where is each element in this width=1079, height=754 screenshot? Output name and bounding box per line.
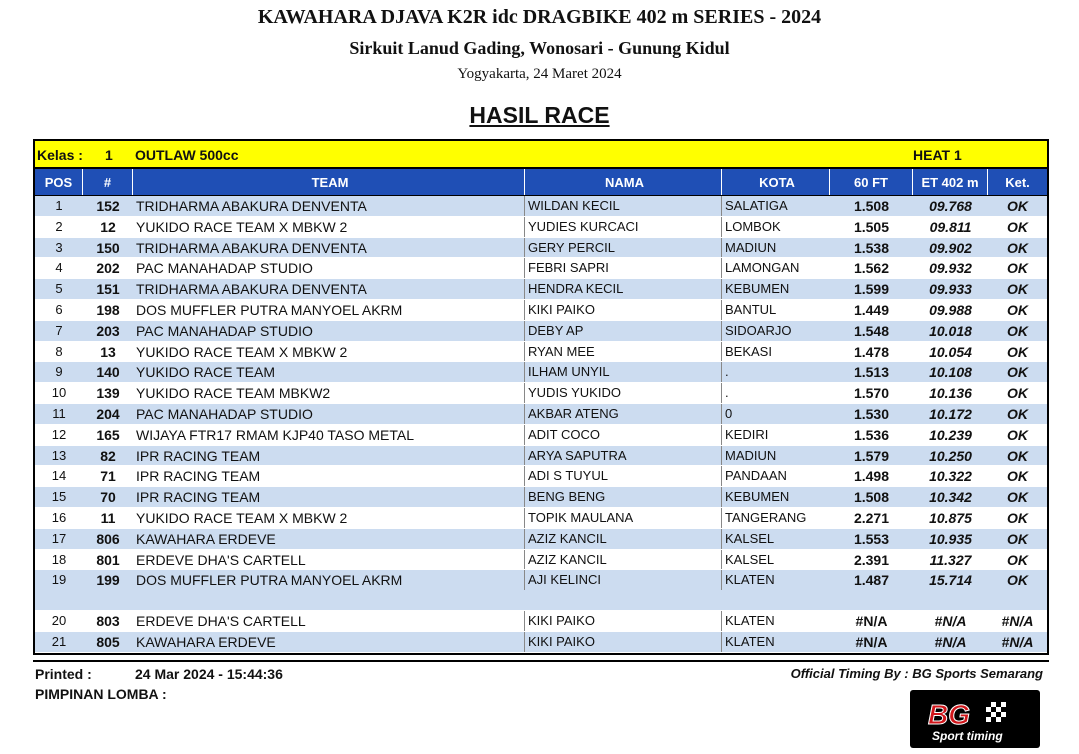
- row-kota: KLATEN: [725, 613, 775, 629]
- row-nama: ADIT COCO: [525, 425, 722, 445]
- table-row: [35, 632, 1047, 653]
- row-nama: BENG BENG: [525, 487, 722, 507]
- table-row: [35, 570, 1047, 611]
- row-60ft: 1.478: [853, 343, 890, 360]
- row-et: 10.108: [929, 364, 972, 381]
- row-60ft: 1.508: [853, 198, 890, 214]
- row-ket: OK: [1007, 322, 1028, 339]
- row-pos: 5: [55, 281, 63, 297]
- row-et: 10.250: [929, 447, 972, 464]
- row-nama: YUDIS YUKIDO: [525, 383, 722, 403]
- table-body: [35, 196, 1047, 653]
- row-number: 152: [96, 198, 120, 214]
- row-60ft: #N/A: [855, 613, 888, 630]
- row-60ft: 1.449: [853, 301, 890, 318]
- row-number: 801: [96, 551, 120, 568]
- row-ket: OK: [1007, 364, 1028, 381]
- row-ket: #N/A: [1001, 634, 1034, 651]
- row-nama: DEBY AP: [525, 321, 722, 341]
- table-row: [35, 258, 1047, 279]
- row-kota: KLATEN: [725, 572, 775, 588]
- row-kota: BEKASI: [725, 343, 772, 359]
- row-60ft: 1.570: [853, 385, 890, 402]
- row-ket: OK: [1007, 468, 1028, 485]
- row-nama: KIKI PAIKO: [525, 611, 722, 631]
- row-kota: .: [725, 385, 729, 401]
- row-number: 806: [96, 530, 120, 547]
- row-team: IPR RACING TEAM: [133, 466, 525, 486]
- row-et: 09.768: [929, 198, 972, 214]
- row-nama: ARYA SAPUTRA: [525, 446, 722, 466]
- row-kota: SIDOARJO: [725, 322, 792, 338]
- pimpinan-lomba: PIMPINAN LOMBA :: [35, 686, 167, 702]
- row-number: 70: [100, 489, 116, 506]
- event-date: Yogyakarta, 24 Maret 2024: [457, 66, 622, 82]
- row-team: KAWAHARA ERDEVE: [133, 632, 525, 652]
- row-et: 10.322: [929, 468, 972, 485]
- col-kota: KOTA: [722, 169, 830, 195]
- col-et: ET 402 m: [913, 169, 988, 195]
- table-row: [35, 321, 1047, 342]
- row-nama: TOPIK MAULANA: [525, 508, 722, 528]
- row-number: 12: [100, 218, 116, 235]
- row-kota: 0: [725, 405, 733, 421]
- row-number: 805: [96, 634, 120, 651]
- row-et: 10.054: [929, 343, 972, 360]
- row-ket: OK: [1007, 198, 1028, 214]
- row-ket: OK: [1007, 530, 1028, 547]
- row-kota: KALSEL: [725, 551, 775, 567]
- row-ket: OK: [1007, 218, 1028, 235]
- row-kota: KLATEN: [725, 634, 775, 650]
- row-60ft: 1.538: [853, 239, 890, 256]
- table-row: [35, 196, 1047, 217]
- row-team: YUKIDO RACE TEAM X MBKW 2: [133, 342, 525, 362]
- row-et: 10.136: [929, 385, 972, 402]
- row-nama: ILHAM UNYIL: [525, 362, 722, 382]
- table-row: [35, 508, 1047, 529]
- table-row: [35, 383, 1047, 404]
- row-number: 13: [100, 343, 116, 360]
- row-team: IPR RACING TEAM: [133, 487, 525, 507]
- row-pos: 11: [52, 405, 66, 421]
- row-team: YUKIDO RACE TEAM MBKW2: [133, 383, 525, 403]
- kelas-label: Kelas :: [37, 147, 83, 163]
- row-ket: OK: [1007, 551, 1028, 568]
- row-team: ERDEVE DHA'S CARTELL: [133, 550, 525, 570]
- row-kota: MADIUN: [725, 239, 777, 255]
- row-team: YUKIDO RACE TEAM X MBKW 2: [133, 217, 525, 237]
- table-row: [35, 487, 1047, 508]
- row-pos: 18: [51, 551, 67, 567]
- row-nama: FEBRI SAPRI: [525, 258, 722, 278]
- row-60ft: #N/A: [855, 634, 888, 651]
- row-et: 10.342: [929, 489, 972, 506]
- row-pos: 9: [55, 364, 63, 380]
- row-number: 203: [96, 322, 120, 339]
- row-60ft: 1.562: [853, 260, 890, 277]
- row-et: 09.933: [929, 281, 972, 298]
- printed-value: 24 Mar 2024 - 15:44:36: [135, 666, 283, 682]
- row-kota: LOMBOK: [725, 218, 781, 234]
- col-nama: NAMA: [525, 169, 722, 195]
- col-team: TEAM: [133, 169, 525, 195]
- row-nama: AKBAR ATENG: [525, 404, 722, 424]
- row-pos: 10: [51, 385, 67, 401]
- official-timing: Official Timing By : BG Sports Semarang: [790, 666, 1043, 681]
- row-ket: OK: [1007, 447, 1028, 464]
- event-title: KAWAHARA DJAVA K2R idc DRAGBIKE 402 m SERIES - 2024: [257, 6, 822, 28]
- row-kota: PANDAAN: [725, 468, 787, 484]
- row-kota: KEBUMEN: [725, 281, 790, 297]
- row-number: 199: [96, 572, 120, 589]
- row-nama: AZIZ KANCIL: [525, 550, 722, 570]
- row-team: TRIDHARMA ABAKURA DENVENTA: [133, 196, 525, 216]
- row-60ft: 1.513: [853, 364, 890, 381]
- row-et: 09.902: [929, 239, 972, 256]
- row-number: 204: [96, 405, 120, 422]
- row-pos: 19: [51, 572, 67, 588]
- row-kota: MADIUN: [725, 447, 777, 463]
- table-row: [35, 425, 1047, 446]
- table-row: [35, 217, 1047, 238]
- row-number: 139: [96, 385, 120, 402]
- event-venue: Sirkuit Lanud Gading, Wonosari - Gunung Kidul: [349, 38, 730, 58]
- row-et: 10.172: [929, 405, 972, 422]
- row-team: DOS MUFFLER PUTRA MANYOEL AKRM: [133, 570, 525, 590]
- footer: [33, 660, 1049, 706]
- row-nama: WILDAN KECIL: [525, 196, 722, 216]
- row-pos: 20: [51, 613, 67, 629]
- row-team: YUKIDO RACE TEAM X MBKW 2: [133, 508, 525, 528]
- row-kota: BANTUL: [725, 301, 777, 317]
- logo-text: BG: [928, 699, 970, 730]
- row-ket: OK: [1007, 260, 1028, 277]
- row-number: 150: [96, 239, 120, 256]
- row-team: TRIDHARMA ABAKURA DENVENTA: [133, 279, 525, 299]
- row-et: #N/A: [934, 613, 967, 630]
- row-ket: OK: [1007, 281, 1028, 298]
- table-row: [35, 404, 1047, 425]
- row-nama: GERY PERCIL: [525, 238, 722, 258]
- row-et: 10.018: [929, 322, 972, 339]
- row-ket: OK: [1007, 572, 1028, 589]
- printed-label: Printed :: [35, 666, 92, 682]
- row-60ft: 1.548: [853, 322, 890, 339]
- row-et: 09.811: [929, 218, 972, 235]
- row-team: DOS MUFFLER PUTRA MANYOEL AKRM: [133, 300, 525, 320]
- row-ket: OK: [1007, 301, 1028, 318]
- row-ket: #N/A: [1001, 613, 1034, 630]
- logo-subtext: Sport timing: [932, 729, 1003, 743]
- row-number: 82: [100, 447, 116, 464]
- page-heading: HASIL RACE: [469, 102, 610, 128]
- table-row: [35, 279, 1047, 300]
- row-team: KAWAHARA ERDEVE: [133, 529, 525, 549]
- row-nama: HENDRA KECIL: [525, 279, 722, 299]
- row-number: 803: [96, 613, 120, 630]
- row-ket: OK: [1007, 489, 1028, 506]
- row-pos: 16: [51, 509, 67, 525]
- row-team: WIJAYA FTR17 RMAM KJP40 TASO METAL: [133, 425, 525, 445]
- table-header: [35, 169, 1047, 196]
- col-pos: POS: [35, 169, 83, 195]
- row-team: YUKIDO RACE TEAM: [133, 362, 525, 382]
- row-nama: KIKI PAIKO: [525, 632, 722, 652]
- row-kota: SALATIGA: [725, 198, 788, 213]
- row-et: 11.327: [929, 551, 972, 568]
- class-bar: [35, 141, 1047, 169]
- row-pos: 21: [51, 634, 67, 650]
- row-60ft: 1.553: [853, 530, 890, 547]
- row-ket: OK: [1007, 405, 1028, 422]
- row-ket: OK: [1007, 426, 1028, 443]
- col-ket: Ket.: [1005, 174, 1030, 190]
- table-row: [35, 446, 1047, 467]
- row-et: 09.988: [929, 301, 972, 318]
- row-60ft: 1.579: [853, 447, 890, 464]
- row-number: 165: [96, 426, 120, 443]
- row-pos: 1: [55, 198, 63, 213]
- table-row: [35, 238, 1047, 259]
- row-ket: OK: [1007, 239, 1028, 256]
- table-row: [35, 342, 1047, 363]
- row-kota: KALSEL: [725, 530, 775, 546]
- col-60ft: 60 FT: [830, 169, 913, 195]
- row-number: 151: [96, 281, 120, 298]
- kelas-number: 1: [105, 147, 113, 163]
- row-nama: ADI S TUYUL: [525, 466, 722, 486]
- row-number: 202: [96, 260, 120, 277]
- row-60ft: 1.505: [853, 218, 890, 235]
- row-team: PAC MANAHADAP STUDIO: [133, 321, 525, 341]
- row-pos: 3: [55, 239, 63, 255]
- table-row: [35, 466, 1047, 487]
- row-et: 10.935: [929, 530, 972, 547]
- row-pos: 6: [55, 301, 63, 317]
- row-60ft: 2.391: [853, 551, 890, 568]
- bg-sport-timing-logo: [910, 690, 1040, 748]
- row-pos: 15: [51, 489, 67, 505]
- row-pos: 13: [51, 447, 67, 463]
- row-ket: OK: [1007, 385, 1028, 402]
- row-pos: 4: [55, 260, 63, 276]
- row-team: PAC MANAHADAP STUDIO: [133, 404, 525, 424]
- results-table: [33, 139, 1049, 655]
- row-et: 09.932: [929, 260, 972, 277]
- row-kota: KEBUMEN: [725, 489, 790, 505]
- row-pos: 7: [55, 322, 63, 338]
- col-number: #: [83, 169, 133, 195]
- row-pos: 14: [51, 468, 67, 484]
- row-60ft: 1.498: [853, 468, 890, 485]
- kelas-name: OUTLAW 500cc: [135, 147, 239, 163]
- row-team: PAC MANAHADAP STUDIO: [133, 258, 525, 278]
- row-ket: OK: [1007, 343, 1028, 360]
- row-et: 15.714: [929, 572, 972, 589]
- row-pos: 8: [55, 343, 63, 359]
- row-60ft: 1.487: [853, 572, 890, 589]
- row-number: 198: [96, 301, 120, 318]
- row-nama: KIKI PAIKO: [525, 300, 722, 320]
- row-pos: 17: [51, 530, 67, 546]
- row-et: 10.239: [929, 426, 972, 443]
- heat-label: HEAT 1: [913, 147, 962, 163]
- row-60ft: 1.536: [853, 426, 890, 443]
- row-nama: AJI KELINCI: [525, 570, 722, 590]
- row-nama: YUDIES KURCACI: [525, 217, 722, 237]
- row-ket: OK: [1007, 509, 1028, 526]
- row-number: 140: [96, 364, 120, 381]
- row-kota: TANGERANG: [725, 509, 807, 525]
- table-row: [35, 529, 1047, 550]
- table-row: [35, 611, 1047, 632]
- table-row: [35, 300, 1047, 321]
- row-pos: 2: [55, 218, 63, 234]
- row-et: 10.875: [929, 509, 972, 526]
- row-60ft: 2.271: [853, 509, 890, 526]
- row-kota: KEDIRI: [725, 426, 769, 442]
- row-nama: RYAN MEE: [525, 342, 722, 362]
- row-60ft: 1.530: [853, 405, 890, 422]
- row-number: 11: [100, 509, 116, 526]
- row-nama: AZIZ KANCIL: [525, 529, 722, 549]
- row-team: ERDEVE DHA'S CARTELL: [133, 611, 525, 631]
- row-60ft: 1.599: [853, 281, 890, 298]
- row-pos: 12: [51, 426, 67, 442]
- row-kota: LAMONGAN: [725, 260, 800, 276]
- row-number: 71: [100, 468, 116, 485]
- row-kota: .: [725, 364, 729, 380]
- table-row: [35, 362, 1047, 383]
- row-et: #N/A: [934, 634, 967, 651]
- row-60ft: 1.508: [853, 489, 890, 506]
- row-team: IPR RACING TEAM: [133, 446, 525, 466]
- table-row: [35, 550, 1047, 571]
- row-team: TRIDHARMA ABAKURA DENVENTA: [133, 238, 525, 258]
